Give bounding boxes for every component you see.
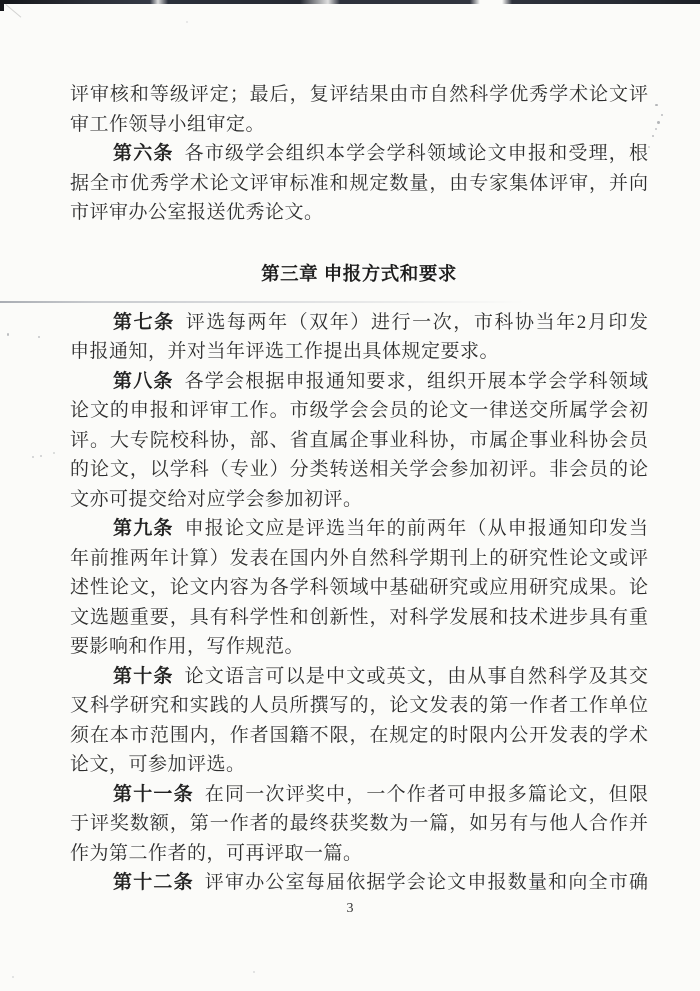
ink-speck (253, 971, 255, 973)
article-number: 第十一条 (113, 783, 194, 805)
text-line: 审工作领导小组审定。 (70, 113, 266, 135)
ink-speck (32, 456, 34, 458)
text-line (70, 308, 648, 338)
text-line: 文亦可提交给对应学会参加初评。 (70, 488, 363, 510)
ink-speck (53, 452, 55, 454)
text-line-content: 各学会根据申报通知要求，组织开展本学会学科领域 (184, 370, 648, 392)
text-line: 作为第二作者的，可再评取一篇。 (70, 842, 363, 864)
text-line: 的论文，以学科（专业）分类转送相关学会参加初评。非会员的论 (70, 459, 648, 480)
text-line: 要影响和作用，写作规范。 (70, 636, 305, 657)
document-body (70, 80, 648, 898)
text-line: 市评审办公室报送优秀论文。 (70, 202, 324, 223)
text-line-content: 论文语言可以是中文或英文，由从事自然科学及其交 (184, 665, 648, 687)
ink-speck (648, 146, 650, 148)
ink-speck (657, 121, 660, 124)
text-line: 于评奖数额，第一作者的最终获奖数为一篇，如另有与他人合作并 (70, 813, 648, 834)
text-line (70, 780, 648, 810)
scan-artifact-corner (0, 0, 4, 11)
ink-speck (655, 104, 658, 106)
article-number: 第十条 (113, 665, 174, 687)
ink-speck (7, 333, 9, 336)
article-number: 第六条 (113, 143, 174, 164)
text-line-content: 评审办公室每届依据学会论文申报数量和向全市确 (204, 872, 648, 893)
text-line (70, 662, 648, 692)
article-number: 第九条 (113, 518, 174, 539)
text-line-content: 评选每两年（双年）进行一次，市科协当年2月印发 (185, 311, 648, 333)
text-line (70, 868, 648, 898)
text-line: 文选题重要，具有科学性和创新性，对科学发展和技术进步具有重 (70, 606, 648, 628)
text-line (70, 139, 648, 169)
text-line-content: 在同一次评奖中，一个作者可申报多篇论文，但限 (204, 783, 648, 805)
text-line: 论文的申报和评审工作。市级学会会员的论文一律送交所属学会初 (70, 400, 648, 421)
ink-speck (186, 21, 188, 23)
text-line: 叉科学研究和实践的人员所撰写的，论文发表的第一作者工作单位 (70, 695, 648, 716)
ink-speck (40, 455, 42, 457)
text-line: 评审核和等级评定；最后，复评结果由市自然科学优秀学术论文评 (70, 84, 648, 105)
ink-speck (38, 336, 40, 338)
ink-speck (661, 114, 663, 116)
text-line: 据全市优秀学术论文评审标准和规定数量，由专家集体评审，并向 (70, 172, 648, 194)
text-line: 述性论文，论文内容为各学科领域中基础研究或应用研究成果。论 (70, 577, 648, 598)
text-line: 申报通知，并对当年评选工作提出具体规定要求。 (70, 341, 500, 362)
text-line (70, 367, 648, 397)
page-number: 3 (346, 901, 354, 916)
text-line (70, 514, 648, 544)
text-line: 论文，可参加评选。 (70, 754, 246, 775)
ink-speck (655, 128, 657, 130)
chapter-heading: 第三章 申报方式和要求 (261, 262, 457, 284)
text-line: 评。大专院校科协，部、省直属企事业科协，市属企事业科协会员 (70, 429, 648, 451)
scan-artifact-top-edge (0, 0, 700, 4)
article-number: 第八条 (113, 370, 174, 392)
scan-artifact-scratch (5, 4, 21, 18)
article-number: 第七条 (113, 311, 175, 333)
ink-speck (12, 976, 14, 978)
text-line-content: 各市级学会组织本学会学科领域论文申报和受理，根 (184, 143, 648, 164)
text-line-content: 申报论文应是评选当年的前两年（从申报通知印发当 (184, 518, 648, 539)
ink-speck (652, 135, 654, 137)
text-line: 须在本市范围内，作者国籍不限，在规定的时限内公开发表的学术 (70, 724, 648, 746)
article-number: 第十二条 (113, 872, 194, 893)
text-line: 年前推两年计算）发表在国内外自然科学期刊上的研究性论文或评 (70, 547, 648, 569)
